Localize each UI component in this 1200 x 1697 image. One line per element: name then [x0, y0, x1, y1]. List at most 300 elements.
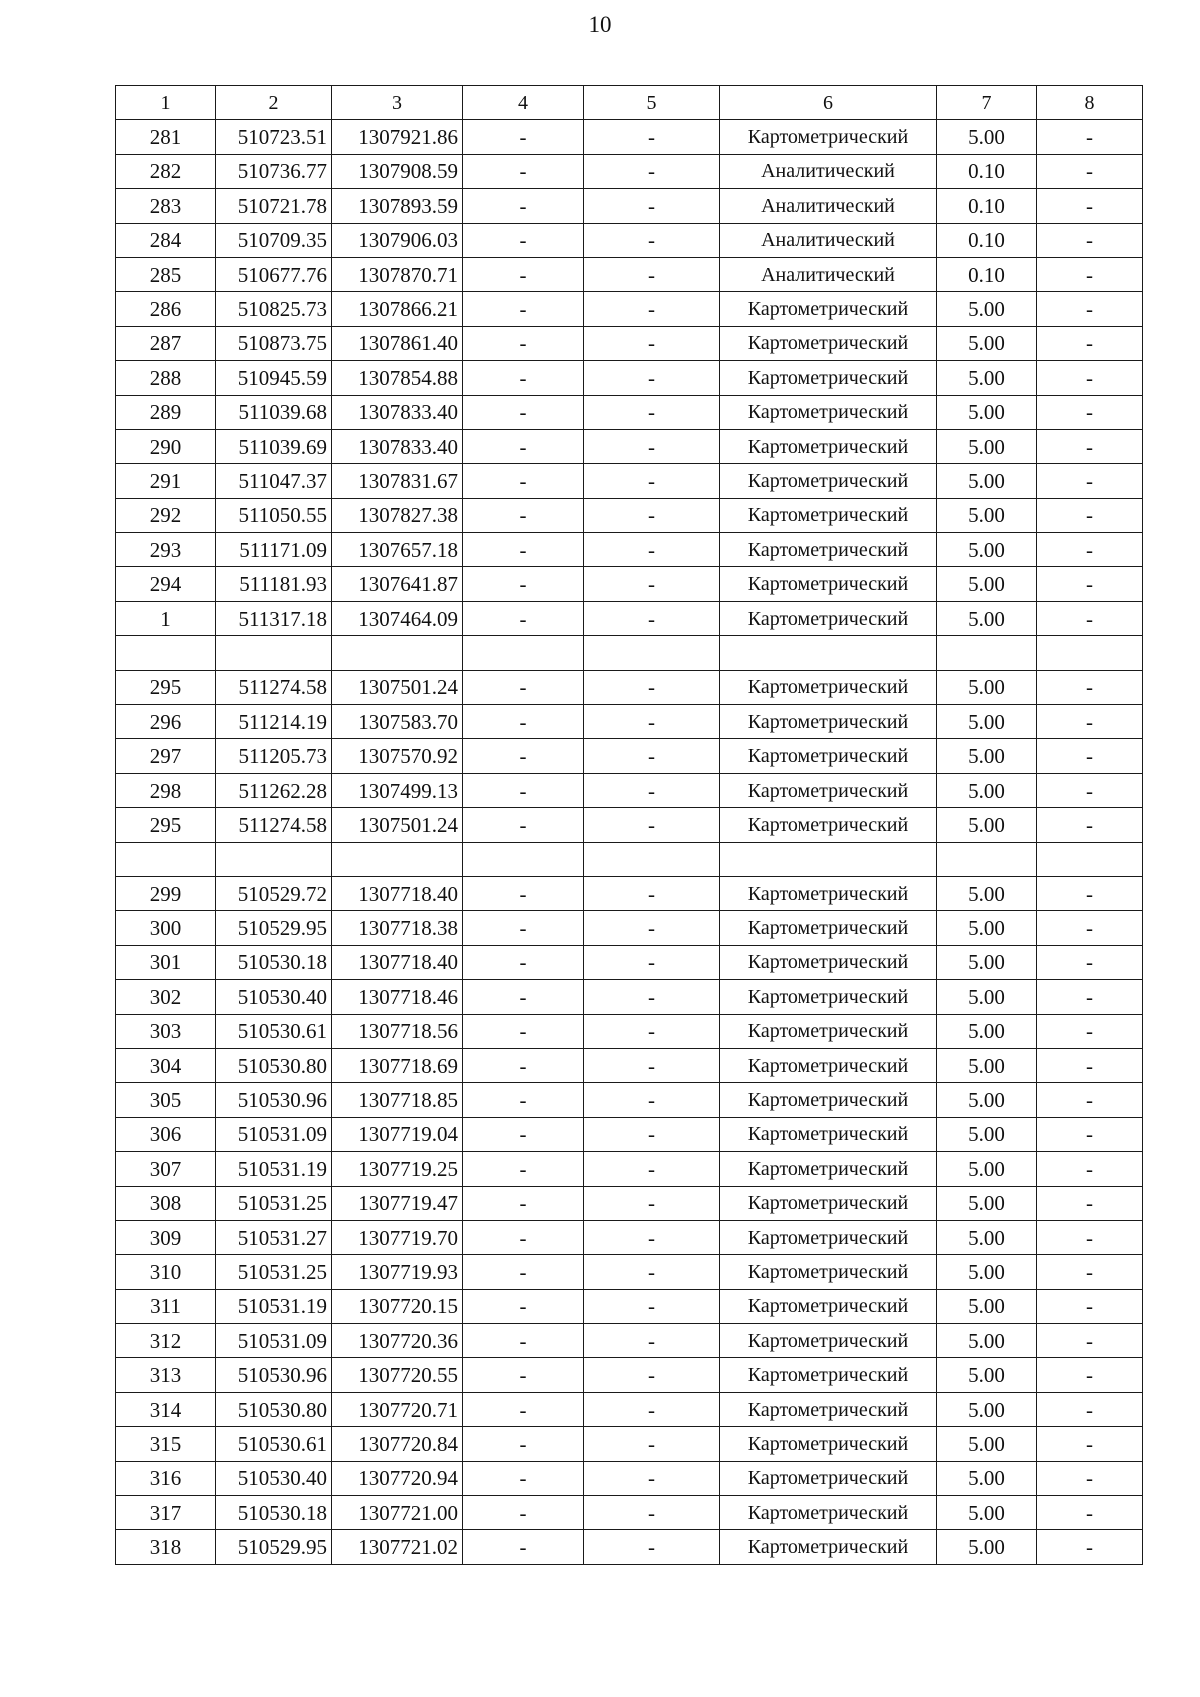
- point-number-cell: 302: [116, 980, 216, 1014]
- point-number-cell: 314: [116, 1392, 216, 1426]
- point-number-cell: 299: [116, 876, 216, 910]
- accuracy-cell: 5.00: [937, 1324, 1037, 1358]
- point-number-cell: 286: [116, 292, 216, 326]
- col-4-cell: -: [463, 739, 584, 773]
- method-cell: Картометрический: [720, 773, 937, 807]
- y-coordinate-cell: 1307827.38: [332, 498, 463, 532]
- table-row: [116, 739, 1143, 773]
- y-coordinate-cell: 1307833.40: [332, 429, 463, 463]
- point-number-cell: 289: [116, 395, 216, 429]
- point-number-cell: 310: [116, 1255, 216, 1289]
- table-row: [116, 395, 1143, 429]
- col-8-cell: -: [1037, 876, 1143, 910]
- accuracy-cell: 5.00: [937, 361, 1037, 395]
- method-cell: Картометрический: [720, 1461, 937, 1495]
- col-8-cell: -: [1037, 1427, 1143, 1461]
- method-cell: Картометрический: [720, 1083, 937, 1117]
- x-coordinate-cell: 511047.37: [216, 464, 332, 498]
- table-row: [116, 429, 1143, 463]
- col-5-cell: -: [584, 292, 720, 326]
- x-coordinate-cell: 511205.73: [216, 739, 332, 773]
- method-cell: Аналитический: [720, 154, 937, 188]
- col-5-cell: -: [584, 1427, 720, 1461]
- table-row: [116, 945, 1143, 979]
- accuracy-cell: 5.00: [937, 808, 1037, 842]
- y-coordinate-cell: 1307719.47: [332, 1186, 463, 1220]
- accuracy-cell: [937, 842, 1037, 876]
- col-5-cell: -: [584, 154, 720, 188]
- col-5-cell: -: [584, 1117, 720, 1151]
- method-cell: Картометрический: [720, 1324, 937, 1358]
- accuracy-cell: 5.00: [937, 120, 1037, 154]
- col-8-cell: -: [1037, 189, 1143, 223]
- header-cell: 1: [116, 86, 216, 120]
- accuracy-cell: 5.00: [937, 498, 1037, 532]
- method-cell: Картометрический: [720, 980, 937, 1014]
- point-number-cell: 304: [116, 1048, 216, 1082]
- table-row: [116, 980, 1143, 1014]
- col-8-cell: -: [1037, 533, 1143, 567]
- x-coordinate-cell: 510530.61: [216, 1014, 332, 1048]
- method-cell: Картометрический: [720, 1186, 937, 1220]
- col-5-cell: -: [584, 1048, 720, 1082]
- table-row: [116, 223, 1143, 257]
- col-4-cell: -: [463, 1461, 584, 1495]
- x-coordinate-cell: 510709.35: [216, 223, 332, 257]
- accuracy-cell: 5.00: [937, 705, 1037, 739]
- y-coordinate-cell: 1307861.40: [332, 326, 463, 360]
- y-coordinate-cell: 1307718.38: [332, 911, 463, 945]
- point-number-cell: 285: [116, 257, 216, 291]
- col-5-cell: -: [584, 1324, 720, 1358]
- point-number-cell: [116, 636, 216, 670]
- col-8-cell: -: [1037, 670, 1143, 704]
- col-4-cell: -: [463, 1186, 584, 1220]
- x-coordinate-cell: 510531.25: [216, 1255, 332, 1289]
- point-number-cell: 317: [116, 1496, 216, 1530]
- point-number-cell: 292: [116, 498, 216, 532]
- accuracy-cell: 5.00: [937, 739, 1037, 773]
- y-coordinate-cell: 1307719.25: [332, 1152, 463, 1186]
- col-8-cell: -: [1037, 326, 1143, 360]
- point-number-cell: 291: [116, 464, 216, 498]
- table-row: [116, 1461, 1143, 1495]
- x-coordinate-cell: 510531.27: [216, 1220, 332, 1254]
- accuracy-cell: 5.00: [937, 773, 1037, 807]
- accuracy-cell: 0.10: [937, 257, 1037, 291]
- table-row: [116, 670, 1143, 704]
- col-5-cell: -: [584, 808, 720, 842]
- col-8-cell: -: [1037, 1392, 1143, 1426]
- table-row: [116, 1117, 1143, 1151]
- table-row: [116, 876, 1143, 910]
- col-4-cell: -: [463, 1530, 584, 1564]
- accuracy-cell: 5.00: [937, 1255, 1037, 1289]
- y-coordinate-cell: 1307641.87: [332, 567, 463, 601]
- table-row: [116, 808, 1143, 842]
- table-row: [116, 1427, 1143, 1461]
- table-row: [116, 292, 1143, 326]
- col-4-cell: -: [463, 808, 584, 842]
- y-coordinate-cell: 1307718.46: [332, 980, 463, 1014]
- col-8-cell: [1037, 636, 1143, 670]
- method-cell: Картометрический: [720, 1220, 937, 1254]
- method-cell: Картометрический: [720, 567, 937, 601]
- col-5-cell: -: [584, 189, 720, 223]
- y-coordinate-cell: 1307501.24: [332, 670, 463, 704]
- col-4-cell: -: [463, 1427, 584, 1461]
- col-8-cell: -: [1037, 739, 1143, 773]
- method-cell: Картометрический: [720, 533, 937, 567]
- col-4-cell: -: [463, 292, 584, 326]
- col-4-cell: -: [463, 533, 584, 567]
- col-8-cell: -: [1037, 1014, 1143, 1048]
- col-4-cell: -: [463, 1392, 584, 1426]
- col-8-cell: -: [1037, 911, 1143, 945]
- col-5-cell: -: [584, 1220, 720, 1254]
- col-5-cell: -: [584, 911, 720, 945]
- table-row: [116, 1152, 1143, 1186]
- x-coordinate-cell: 511317.18: [216, 601, 332, 635]
- point-number-cell: 297: [116, 739, 216, 773]
- col-5-cell: -: [584, 1496, 720, 1530]
- col-4-cell: -: [463, 1083, 584, 1117]
- col-8-cell: -: [1037, 1358, 1143, 1392]
- table-row: [116, 567, 1143, 601]
- col-4-cell: -: [463, 945, 584, 979]
- method-cell: Картометрический: [720, 1014, 937, 1048]
- col-8-cell: -: [1037, 257, 1143, 291]
- x-coordinate-cell: 510529.95: [216, 1530, 332, 1564]
- accuracy-cell: 0.10: [937, 189, 1037, 223]
- point-number-cell: 313: [116, 1358, 216, 1392]
- point-number-cell: 306: [116, 1117, 216, 1151]
- point-number-cell: 309: [116, 1220, 216, 1254]
- col-5-cell: -: [584, 945, 720, 979]
- x-coordinate-cell: 510677.76: [216, 257, 332, 291]
- point-number-cell: 305: [116, 1083, 216, 1117]
- col-5-cell: -: [584, 739, 720, 773]
- x-coordinate-cell: 510531.25: [216, 1186, 332, 1220]
- header-cell: 2: [216, 86, 332, 120]
- col-5-cell: -: [584, 498, 720, 532]
- table-row: [116, 705, 1143, 739]
- accuracy-cell: 5.00: [937, 980, 1037, 1014]
- x-coordinate-cell: 511039.68: [216, 395, 332, 429]
- col-4-cell: -: [463, 1220, 584, 1254]
- accuracy-cell: 5.00: [937, 1358, 1037, 1392]
- point-number-cell: 316: [116, 1461, 216, 1495]
- accuracy-cell: 5.00: [937, 395, 1037, 429]
- accuracy-cell: 0.10: [937, 154, 1037, 188]
- point-number-cell: 307: [116, 1152, 216, 1186]
- col-5-cell: -: [584, 773, 720, 807]
- col-8-cell: -: [1037, 429, 1143, 463]
- accuracy-cell: 5.00: [937, 1083, 1037, 1117]
- table-separator-row: [116, 636, 1143, 670]
- col-8-cell: -: [1037, 1048, 1143, 1082]
- y-coordinate-cell: 1307831.67: [332, 464, 463, 498]
- point-number-cell: 294: [116, 567, 216, 601]
- col-5-cell: [584, 636, 720, 670]
- x-coordinate-cell: 510530.61: [216, 1427, 332, 1461]
- col-5-cell: -: [584, 1014, 720, 1048]
- y-coordinate-cell: 1307866.21: [332, 292, 463, 326]
- x-coordinate-cell: 510530.40: [216, 1461, 332, 1495]
- page-number: 10: [588, 12, 612, 37]
- col-8-cell: -: [1037, 1220, 1143, 1254]
- table-row: [116, 120, 1143, 154]
- header-cell: 4: [463, 86, 584, 120]
- x-coordinate-cell: 510530.96: [216, 1358, 332, 1392]
- point-number-cell: 281: [116, 120, 216, 154]
- col-8-cell: -: [1037, 395, 1143, 429]
- y-coordinate-cell: 1307718.69: [332, 1048, 463, 1082]
- col-4-cell: -: [463, 876, 584, 910]
- x-coordinate-cell: 511050.55: [216, 498, 332, 532]
- method-cell: Картометрический: [720, 911, 937, 945]
- method-cell: Картометрический: [720, 1427, 937, 1461]
- y-coordinate-cell: 1307870.71: [332, 257, 463, 291]
- col-8-cell: -: [1037, 120, 1143, 154]
- point-number-cell: 295: [116, 808, 216, 842]
- col-5-cell: -: [584, 1358, 720, 1392]
- method-cell: Аналитический: [720, 223, 937, 257]
- method-cell: Картометрический: [720, 1117, 937, 1151]
- x-coordinate-cell: 510530.80: [216, 1048, 332, 1082]
- col-4-cell: -: [463, 223, 584, 257]
- method-cell: Картометрический: [720, 876, 937, 910]
- table-row: [116, 1496, 1143, 1530]
- col-5-cell: -: [584, 1152, 720, 1186]
- header-cell: 3: [332, 86, 463, 120]
- y-coordinate-cell: 1307718.40: [332, 876, 463, 910]
- col-8-cell: -: [1037, 945, 1143, 979]
- col-8-cell: -: [1037, 601, 1143, 635]
- col-4-cell: -: [463, 705, 584, 739]
- method-cell: Картометрический: [720, 808, 937, 842]
- method-cell: Картометрический: [720, 292, 937, 326]
- point-number-cell: 283: [116, 189, 216, 223]
- col-4-cell: -: [463, 257, 584, 291]
- accuracy-cell: 5.00: [937, 464, 1037, 498]
- method-cell: Аналитический: [720, 189, 937, 223]
- method-cell: Картометрический: [720, 498, 937, 532]
- col-4-cell: [463, 842, 584, 876]
- x-coordinate-cell: 510531.09: [216, 1117, 332, 1151]
- col-8-cell: -: [1037, 567, 1143, 601]
- table-row: [116, 1289, 1143, 1323]
- y-coordinate-cell: 1307718.56: [332, 1014, 463, 1048]
- accuracy-cell: 5.00: [937, 911, 1037, 945]
- accuracy-cell: 5.00: [937, 533, 1037, 567]
- method-cell: Аналитический: [720, 257, 937, 291]
- method-cell: Картометрический: [720, 1048, 937, 1082]
- col-5-cell: -: [584, 464, 720, 498]
- col-5-cell: -: [584, 670, 720, 704]
- col-5-cell: -: [584, 361, 720, 395]
- col-8-cell: -: [1037, 980, 1143, 1014]
- y-coordinate-cell: 1307501.24: [332, 808, 463, 842]
- col-5-cell: -: [584, 1530, 720, 1564]
- table-separator-row: [116, 842, 1143, 876]
- col-4-cell: -: [463, 498, 584, 532]
- accuracy-cell: 5.00: [937, 326, 1037, 360]
- method-cell: Картометрический: [720, 395, 937, 429]
- y-coordinate-cell: 1307720.84: [332, 1427, 463, 1461]
- col-5-cell: -: [584, 120, 720, 154]
- col-4-cell: -: [463, 1324, 584, 1358]
- header-cell: 5: [584, 86, 720, 120]
- table-header-row: [116, 86, 1143, 120]
- col-8-cell: -: [1037, 773, 1143, 807]
- accuracy-cell: 5.00: [937, 429, 1037, 463]
- col-4-cell: -: [463, 1048, 584, 1082]
- col-5-cell: -: [584, 1186, 720, 1220]
- x-coordinate-cell: 511274.58: [216, 670, 332, 704]
- point-number-cell: 296: [116, 705, 216, 739]
- y-coordinate-cell: 1307854.88: [332, 361, 463, 395]
- col-4-cell: -: [463, 911, 584, 945]
- col-4-cell: -: [463, 464, 584, 498]
- col-8-cell: -: [1037, 1152, 1143, 1186]
- table-row: [116, 1186, 1143, 1220]
- col-5-cell: -: [584, 223, 720, 257]
- col-4-cell: -: [463, 567, 584, 601]
- point-number-cell: 298: [116, 773, 216, 807]
- accuracy-cell: 5.00: [937, 945, 1037, 979]
- method-cell: Картометрический: [720, 1152, 937, 1186]
- y-coordinate-cell: 1307906.03: [332, 223, 463, 257]
- point-number-cell: 315: [116, 1427, 216, 1461]
- col-5-cell: -: [584, 876, 720, 910]
- col-8-cell: -: [1037, 1186, 1143, 1220]
- col-5-cell: -: [584, 533, 720, 567]
- point-number-cell: [116, 842, 216, 876]
- col-5-cell: -: [584, 980, 720, 1014]
- x-coordinate-cell: 511274.58: [216, 808, 332, 842]
- x-coordinate-cell: 511039.69: [216, 429, 332, 463]
- table-row: [116, 1530, 1143, 1564]
- col-8-cell: -: [1037, 1461, 1143, 1495]
- col-8-cell: -: [1037, 1083, 1143, 1117]
- col-5-cell: -: [584, 1392, 720, 1426]
- accuracy-cell: 5.00: [937, 1530, 1037, 1564]
- table-row: [116, 189, 1143, 223]
- col-8-cell: -: [1037, 464, 1143, 498]
- x-coordinate-cell: 510531.09: [216, 1324, 332, 1358]
- point-number-cell: 295: [116, 670, 216, 704]
- table-row: [116, 326, 1143, 360]
- point-number-cell: 308: [116, 1186, 216, 1220]
- y-coordinate-cell: 1307721.00: [332, 1496, 463, 1530]
- col-8-cell: -: [1037, 1255, 1143, 1289]
- col-8-cell: -: [1037, 705, 1143, 739]
- col-4-cell: -: [463, 1014, 584, 1048]
- point-number-cell: 293: [116, 533, 216, 567]
- header-cell: 7: [937, 86, 1037, 120]
- table-row: [116, 1392, 1143, 1426]
- method-cell: Картометрический: [720, 1358, 937, 1392]
- x-coordinate-cell: 510531.19: [216, 1152, 332, 1186]
- table-row: [116, 1358, 1143, 1392]
- y-coordinate-cell: 1307464.09: [332, 601, 463, 635]
- col-4-cell: -: [463, 189, 584, 223]
- table-row: [116, 154, 1143, 188]
- table-row: [116, 361, 1143, 395]
- col-8-cell: -: [1037, 1324, 1143, 1358]
- y-coordinate-cell: 1307721.02: [332, 1530, 463, 1564]
- accuracy-cell: 5.00: [937, 1220, 1037, 1254]
- method-cell: Картометрический: [720, 361, 937, 395]
- x-coordinate-cell: 510723.51: [216, 120, 332, 154]
- col-8-cell: -: [1037, 498, 1143, 532]
- col-4-cell: -: [463, 1255, 584, 1289]
- col-4-cell: -: [463, 773, 584, 807]
- col-5-cell: -: [584, 429, 720, 463]
- x-coordinate-cell: 510530.96: [216, 1083, 332, 1117]
- point-number-cell: 318: [116, 1530, 216, 1564]
- method-cell: Картометрический: [720, 1530, 937, 1564]
- method-cell: Картометрический: [720, 945, 937, 979]
- col-5-cell: -: [584, 257, 720, 291]
- x-coordinate-cell: 510530.18: [216, 1496, 332, 1530]
- col-8-cell: -: [1037, 292, 1143, 326]
- accuracy-cell: 5.00: [937, 1289, 1037, 1323]
- y-coordinate-cell: 1307570.92: [332, 739, 463, 773]
- accuracy-cell: 0.10: [937, 223, 1037, 257]
- method-cell: Картометрический: [720, 1289, 937, 1323]
- table-row: [116, 1083, 1143, 1117]
- method-cell: Картометрический: [720, 120, 937, 154]
- method-cell: Картометрический: [720, 464, 937, 498]
- table-row: [116, 911, 1143, 945]
- x-coordinate-cell: [216, 842, 332, 876]
- col-4-cell: -: [463, 326, 584, 360]
- x-coordinate-cell: 511171.09: [216, 533, 332, 567]
- accuracy-cell: 5.00: [937, 1186, 1037, 1220]
- accuracy-cell: 5.00: [937, 670, 1037, 704]
- y-coordinate-cell: 1307720.94: [332, 1461, 463, 1495]
- col-4-cell: -: [463, 980, 584, 1014]
- point-number-cell: 301: [116, 945, 216, 979]
- x-coordinate-cell: 510529.95: [216, 911, 332, 945]
- col-4-cell: -: [463, 601, 584, 635]
- point-number-cell: 287: [116, 326, 216, 360]
- accuracy-cell: 5.00: [937, 1461, 1037, 1495]
- method-cell: Картометрический: [720, 739, 937, 773]
- y-coordinate-cell: 1307718.40: [332, 945, 463, 979]
- method-cell: Картометрический: [720, 1496, 937, 1530]
- col-5-cell: -: [584, 1083, 720, 1117]
- y-coordinate-cell: 1307499.13: [332, 773, 463, 807]
- col-4-cell: -: [463, 361, 584, 395]
- col-4-cell: -: [463, 1496, 584, 1530]
- y-coordinate-cell: 1307833.40: [332, 395, 463, 429]
- table-row: [116, 773, 1143, 807]
- table-row: [116, 601, 1143, 635]
- col-4-cell: -: [463, 1358, 584, 1392]
- col-4-cell: -: [463, 395, 584, 429]
- accuracy-cell: 5.00: [937, 1427, 1037, 1461]
- table-row: [116, 1014, 1143, 1048]
- accuracy-cell: 5.00: [937, 1014, 1037, 1048]
- col-8-cell: -: [1037, 1117, 1143, 1151]
- col-5-cell: -: [584, 1461, 720, 1495]
- table-row: [116, 1048, 1143, 1082]
- col-4-cell: -: [463, 154, 584, 188]
- col-5-cell: -: [584, 395, 720, 429]
